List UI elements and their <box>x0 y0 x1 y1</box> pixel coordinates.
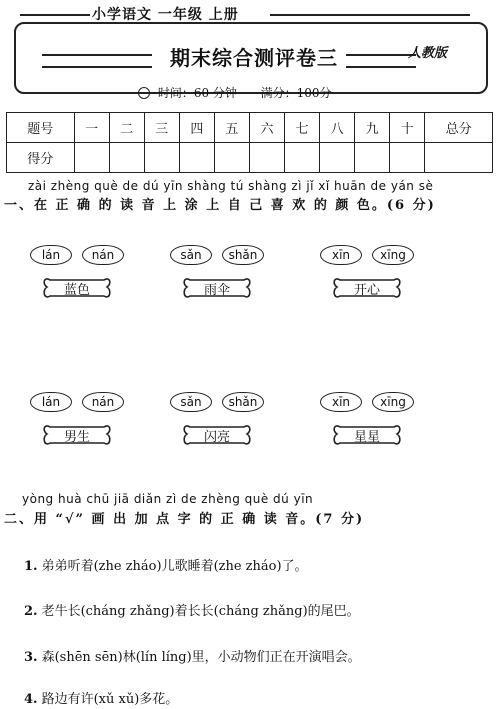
score-cell[interactable] <box>109 143 144 173</box>
item-number: 3. <box>24 650 38 665</box>
target-word: 雨伞 <box>203 283 230 298</box>
pinyin-option[interactable]: lán <box>30 245 72 265</box>
exam-title: 期末综合测评卷三 <box>170 46 338 70</box>
item-number: 1. <box>24 559 38 574</box>
word-bone <box>182 271 252 305</box>
score-label-cell: 得分 <box>7 143 75 173</box>
q2-pinyin: yòng huà chū jiā diǎn zì de zhèng què dú yīn <box>22 492 314 506</box>
item-text[interactable]: 路边有许(xǔ xǔ)多花。 <box>41 692 179 707</box>
pinyin-option[interactable]: lán <box>30 392 72 412</box>
target-word: 蓝色 <box>63 283 90 298</box>
title-decoration-left <box>42 54 152 68</box>
edition-label: 人教版 <box>408 46 448 61</box>
q2-item-4 <box>24 688 178 707</box>
score-cell[interactable] <box>214 143 249 173</box>
q2-item-3 <box>24 646 361 665</box>
table-header-cell: 题号 <box>7 113 75 143</box>
table-row <box>7 143 493 173</box>
pinyin-option[interactable]: nán <box>82 392 124 412</box>
clock-icon <box>138 87 150 99</box>
target-word: 星星 <box>353 430 380 445</box>
pinyin-option[interactable]: xīn <box>320 245 362 265</box>
exam-info <box>138 84 331 101</box>
top-rule <box>20 14 90 16</box>
title-decoration-right <box>346 54 416 68</box>
table-header-cell: 总分 <box>425 113 493 143</box>
word-bone <box>42 271 112 305</box>
table-header-cell: 八 <box>320 113 355 143</box>
score-cell[interactable] <box>74 143 109 173</box>
q2-item-2 <box>24 600 360 619</box>
q1-title: 一、在 正 确 的 读 音 上 涂 上 自 己 喜 欢 的 颜 色。(6 分) <box>4 198 436 213</box>
pinyin-option[interactable]: xīng <box>372 245 414 265</box>
score-cell[interactable] <box>249 143 284 173</box>
full-score: 满分：100分 <box>260 86 332 100</box>
subject-line: 小学语文 一年级 上册 <box>92 7 239 23</box>
time-limit: 时间：60 分钟 <box>157 86 237 100</box>
score-cell[interactable] <box>179 143 214 173</box>
item-text[interactable]: 弟弟听着(zhe zháo)儿歌睡着(zhe zháo)了。 <box>41 559 308 574</box>
table-header-cell: 三 <box>144 113 179 143</box>
pinyin-option[interactable]: xīn <box>320 392 362 412</box>
q2-title: 二、用 “√” 画 出 加 点 字 的 正 确 读 音。(7 分) <box>4 512 365 527</box>
top-rule-right <box>270 14 470 16</box>
item-number: 4. <box>24 692 38 707</box>
word-bone <box>332 418 402 452</box>
score-cell[interactable] <box>320 143 355 173</box>
score-cell[interactable] <box>284 143 319 173</box>
score-cell[interactable] <box>144 143 179 173</box>
word-bone <box>42 418 112 452</box>
target-word: 闪亮 <box>203 430 230 445</box>
table-header-cell: 五 <box>214 113 249 143</box>
item-number: 2. <box>24 604 38 619</box>
table-header-cell: 六 <box>249 113 284 143</box>
pinyin-option[interactable]: shǎn <box>222 392 264 412</box>
q2-item-1 <box>24 555 308 574</box>
table-header-cell: 七 <box>284 113 319 143</box>
target-word: 男生 <box>63 430 90 445</box>
table-header-cell: 十 <box>390 113 425 143</box>
target-word: 开心 <box>353 283 380 298</box>
table-header-cell: 二 <box>109 113 144 143</box>
word-bone <box>332 271 402 305</box>
item-text[interactable]: 老牛长(cháng zhǎng)着长长(cháng zhǎng)的尾巴。 <box>41 604 360 619</box>
score-cell[interactable] <box>355 143 390 173</box>
score-table <box>6 112 493 173</box>
table-header-cell: 四 <box>179 113 214 143</box>
pinyin-option[interactable]: xīng <box>372 392 414 412</box>
word-bone <box>182 418 252 452</box>
score-cell[interactable] <box>390 143 425 173</box>
table-row <box>7 113 493 143</box>
table-header-cell: 一 <box>74 113 109 143</box>
pinyin-option[interactable]: sǎn <box>170 392 212 412</box>
q1-pinyin: zài zhèng què de dú yīn shàng tú shàng zì jǐ xǐ huān de yán sè <box>28 179 434 193</box>
table-header-cell: 九 <box>355 113 390 143</box>
item-text[interactable]: 森(shēn sēn)林(lín líng)里，小动物们正在开演唱会。 <box>41 650 361 665</box>
pinyin-option[interactable]: nán <box>82 245 124 265</box>
pinyin-option[interactable]: sǎn <box>170 245 212 265</box>
score-cell[interactable] <box>425 143 493 173</box>
pinyin-option[interactable]: shǎn <box>222 245 264 265</box>
